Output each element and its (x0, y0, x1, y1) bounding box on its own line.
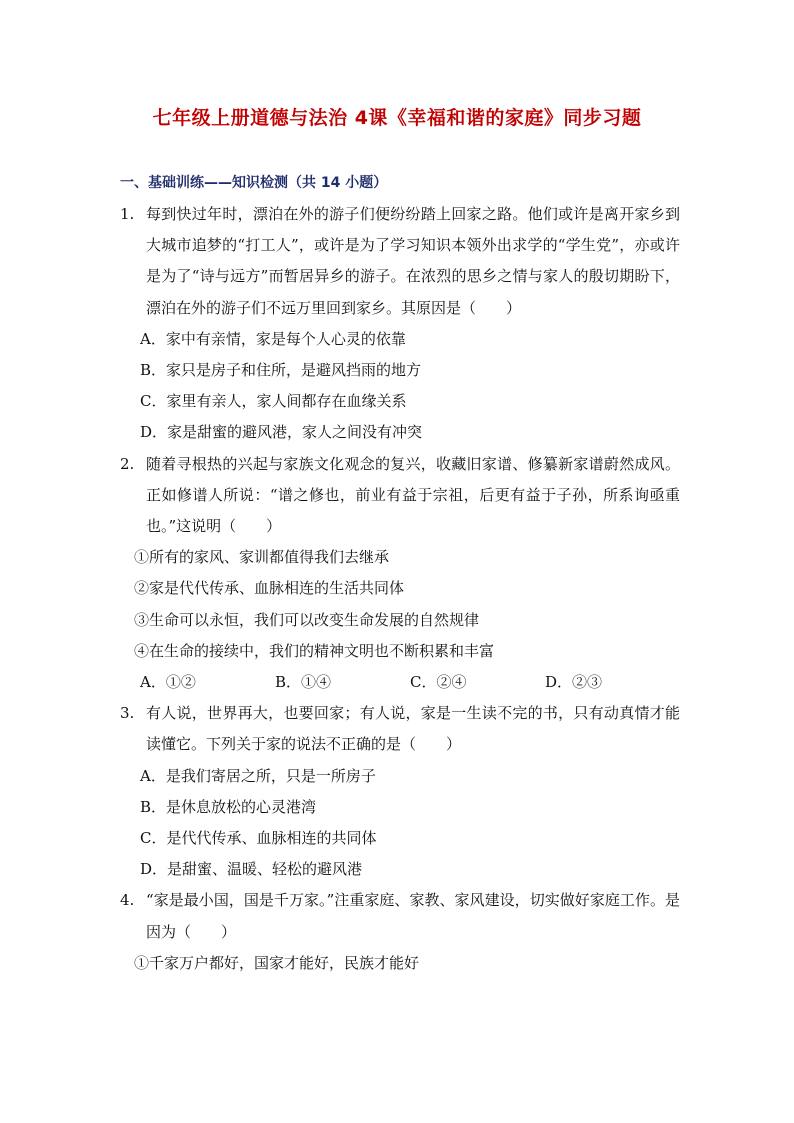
document-title: 七年级上册道德与法治 4课《幸福和谐的家庭》同步习题 (152, 107, 642, 129)
option-d: D．②③ (545, 673, 603, 692)
question-text: “家是最小国，国是千万家。”注重家庭、家教、家风建设，切实做好家庭工作。是因为（ ） (146, 891, 680, 941)
question-text: 随着寻根热的兴起与家族文化观念的复兴，收藏旧家谱、修纂新家谱蔚然成风。正如修谱人所说：“谱之修也，前业有益于宗祖，后更有益于子孙，所系询亟重也。”这说明（ ） (146, 454, 680, 536)
statement-1: ①千家万户都好，国家才能好，民族才能好 (134, 953, 420, 972)
option-d: D．家是甜蜜的避风港，家人之间没有冲突 (140, 423, 423, 442)
question-number: 1. (120, 205, 135, 223)
option-d: D．是甜蜜、温暖、轻松的避风港 (140, 860, 363, 879)
question-1 (120, 199, 680, 324)
statement-4: ④在生命的接续中，我们的精神文明也不断积累和丰富 (134, 641, 495, 660)
statement-2: ②家是代代传承、血脉相连的生活共同体 (134, 579, 405, 598)
question-text: 每到快过年时，漂泊在外的游子们便纷纷踏上回家之路。他们或许是离开家乡到大城市追梦的“打工人”，或许是为了学习知识本领外出求学的“学生党”，亦或许是为了“诗与远方”而暂居异乡的游子。在浓烈的思乡之情与家人的殷切期盼下，漂泊在外的游子们不远万里回到家乡。其原因是（ ） (146, 205, 680, 317)
statement-3: ③生命可以永恒，我们可以改变生命发展的自然规律 (134, 610, 480, 629)
option-a: A．是我们寄居之所，只是一所房子 (140, 766, 376, 785)
option-c: C．②④ (410, 673, 467, 692)
option-a: A．家中有亲情，家是每个人心灵的依靠 (140, 329, 406, 348)
question-list (120, 199, 680, 979)
question-number: 2. (120, 454, 135, 473)
statement-1: ①所有的家风、家训都值得我们去继承 (134, 548, 390, 567)
option-c: C．是代代传承、血脉相连的共同体 (140, 829, 377, 848)
question-2 (120, 449, 680, 543)
option-row (120, 667, 680, 698)
question-number: 3. (120, 704, 135, 723)
option-c: C．家里有亲人，家人间都存在血缘关系 (140, 392, 407, 411)
question-text: 有人说，世界再大，也要回家；有人说，家是一生读不完的书，只有动真情才能读懂它。下列关于家的说法不正确的是（ ） (146, 704, 680, 754)
question-3 (120, 698, 680, 760)
question-4 (120, 885, 680, 947)
option-b: B．家只是房子和住所，是避风挡雨的地方 (140, 361, 422, 380)
option-b: B．①④ (275, 673, 332, 692)
option-a: A．①② (140, 673, 196, 692)
question-number: 4. (120, 891, 135, 910)
section-heading: 一、基础训练——知识检测（共 14 小题） (120, 175, 388, 191)
option-b: B．是休息放松的心灵港湾 (140, 797, 317, 816)
